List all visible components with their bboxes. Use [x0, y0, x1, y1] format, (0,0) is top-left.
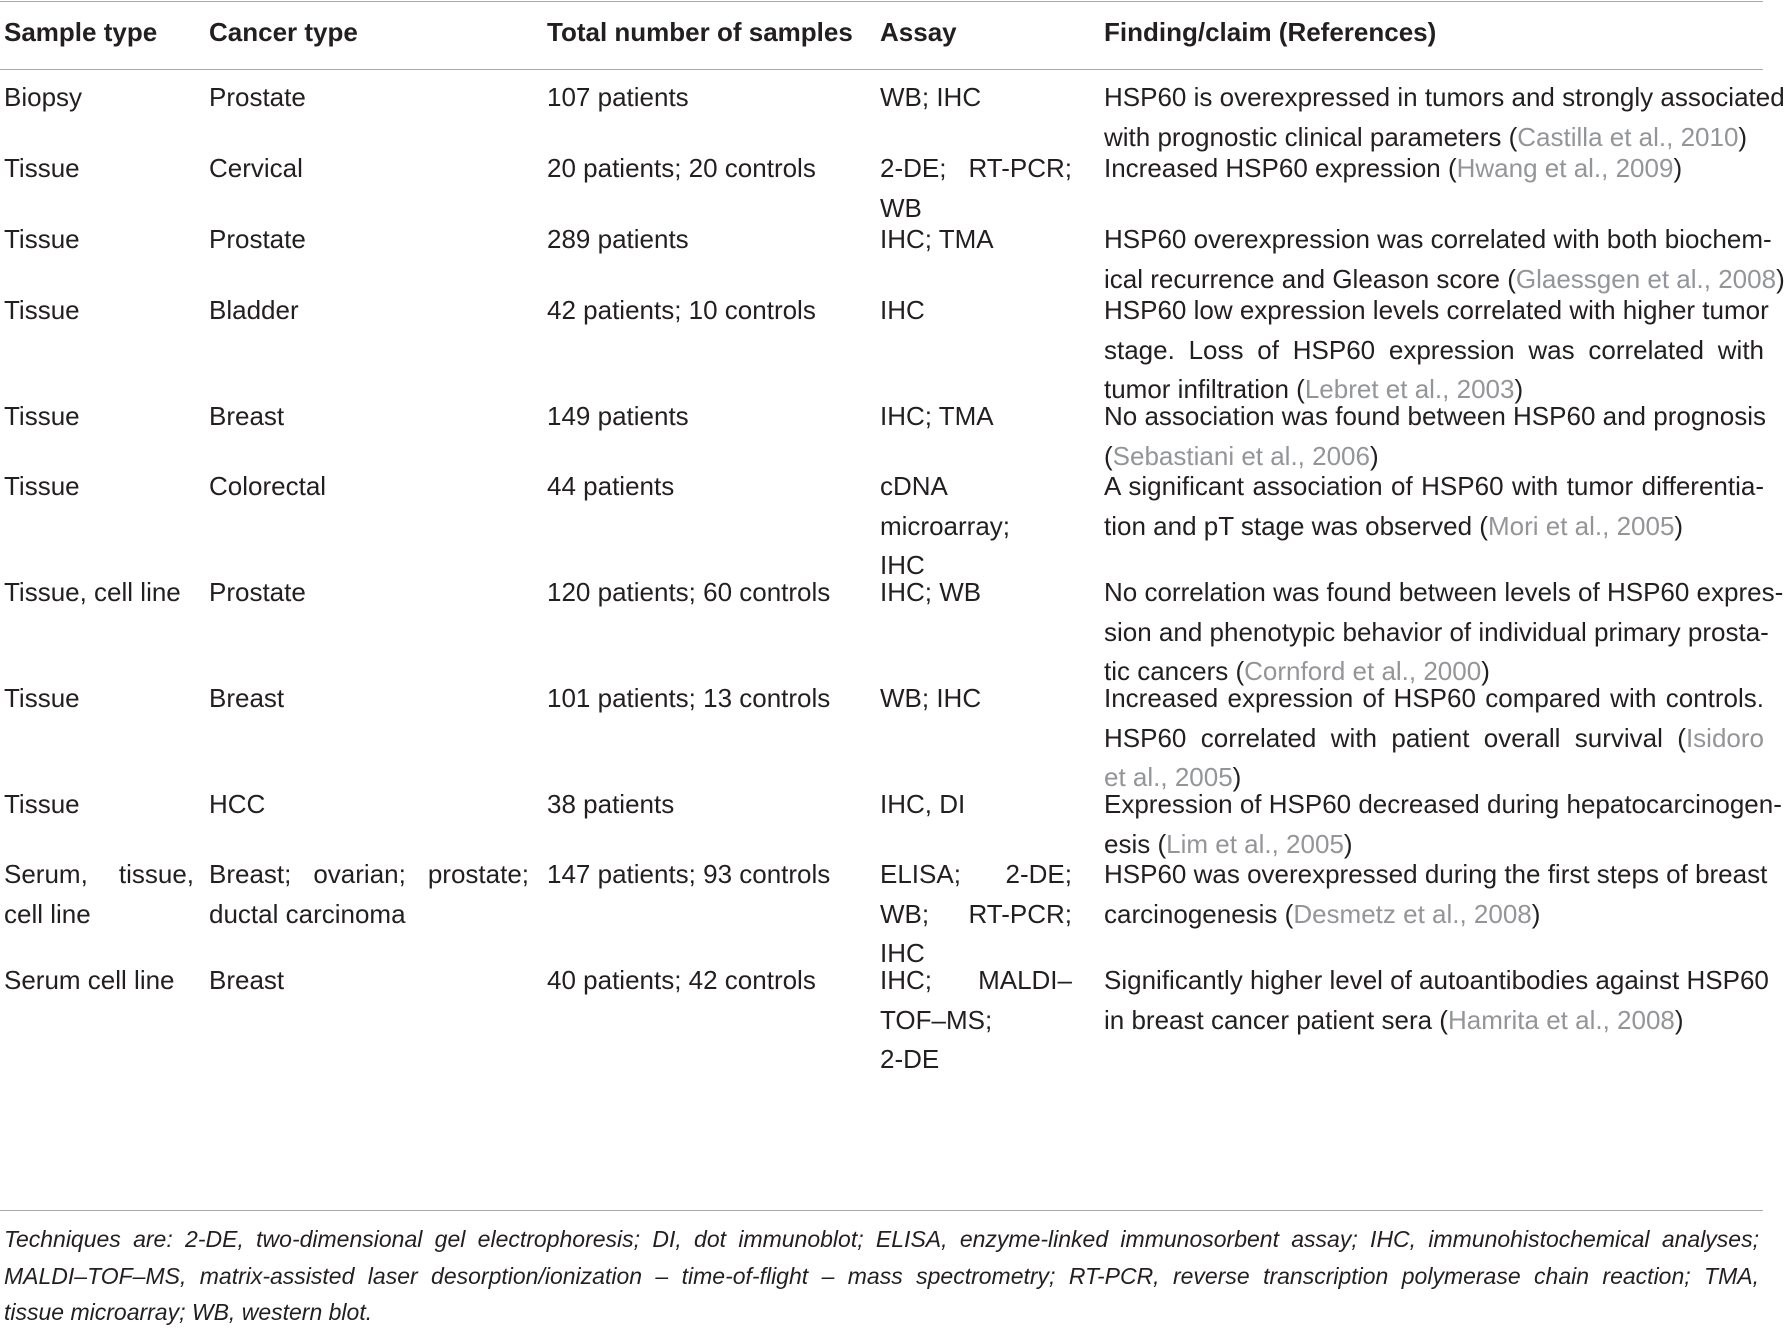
cell-sample-type: [4, 467, 194, 507]
cell-line: Tissue, cell line: [4, 577, 181, 607]
cell-line: Tissue: [4, 683, 80, 713]
cell-line: Bladder: [209, 295, 299, 325]
finding-text: Expression of HSP60 decreased during hepatocarcinogen-: [1104, 789, 1782, 819]
reference-citation: Isidoro: [1685, 722, 1764, 753]
cell-cancer-type: [209, 467, 529, 507]
cell-cancer-type: [209, 855, 529, 934]
cell-cancer-type: [209, 78, 529, 118]
cell-line: IHC; WB: [880, 577, 982, 607]
header-total-samples: Total number of samples: [547, 17, 853, 47]
cell-line: IHC: [880, 938, 925, 968]
cell-sample-type: [4, 291, 194, 331]
table-header-rule: [0, 69, 1763, 70]
cell-line: Tissue: [4, 153, 80, 183]
finding-line: [1104, 507, 1764, 547]
finding-text: carcinogenesis (: [1104, 898, 1294, 929]
finding-text: ): [1369, 440, 1379, 471]
finding-text: ): [1481, 656, 1490, 686]
cell-total-samples: 38 patients: [547, 789, 675, 819]
cell-total-samples: 42 patients; 10 controls: [547, 295, 816, 325]
cell-total-samples: 147 patients; 93 controls: [547, 859, 831, 889]
cell-line: Tissue: [4, 295, 80, 325]
finding-text: sion and phenotypic behavior of individual primary prosta-: [1104, 616, 1769, 647]
cell-cancer-type: [209, 961, 529, 1001]
cell-sample-type: [4, 573, 194, 613]
finding-line: [1104, 785, 1782, 825]
finding-text: with prognostic clinical parameters (: [1104, 121, 1518, 152]
cell-assay: [880, 397, 1072, 437]
header-assay: Assay: [880, 17, 957, 47]
cell-line: Colorectal: [209, 471, 327, 501]
finding-text: ical recurrence and Gleason score (: [1104, 263, 1516, 294]
cell-total-samples: 120 patients; 60 controls: [547, 577, 831, 607]
reference-citation: Sebastiani et al., 2006: [1112, 440, 1370, 471]
cell-line: IHC; MALDI–: [880, 965, 1072, 995]
finding-text: HSP60 was overexpressed during the first steps of breast: [1104, 859, 1768, 889]
cell-assay: [880, 78, 1072, 118]
cell-line: Tissue: [4, 401, 80, 431]
cell-line: Tissue: [4, 789, 80, 819]
finding-line: [1104, 397, 1764, 437]
cell-finding: [1104, 149, 1764, 189]
cell-finding: [1104, 291, 1769, 410]
finding-text: Increased HSP60 expression (: [1104, 153, 1457, 183]
cell-sample-type: [4, 149, 194, 189]
cell-line: ductal carcinoma: [209, 898, 406, 929]
finding-line: [1104, 573, 1784, 613]
header-cancer-type: Cancer type: [209, 17, 358, 47]
reference-citation: Desmetz et al., 2008: [1293, 898, 1532, 929]
finding-text: tic cancers (: [1104, 656, 1245, 686]
reference-citation: Castilla et al., 2010: [1517, 121, 1739, 152]
finding-text: ): [1776, 263, 1785, 294]
cell-assay: [880, 679, 1072, 719]
cell-line: Breast: [209, 683, 285, 713]
finding-line: [1104, 1001, 1764, 1041]
finding-text: Increased expression of HSP60 compared with controls.: [1104, 683, 1764, 713]
finding-text: A significant association of HSP60 with tumor differentia-: [1104, 471, 1764, 501]
finding-text: HSP60 overexpression was correlated with both biochem-: [1104, 224, 1772, 254]
cell-sample-type: [4, 78, 194, 118]
finding-text: ): [1531, 898, 1541, 929]
finding-text: ): [1738, 121, 1748, 152]
cell-assay: [880, 220, 1072, 260]
finding-line: [1104, 895, 1764, 935]
reference-citation: Mori et al., 2005: [1487, 510, 1675, 541]
cell-finding: [1104, 573, 1784, 692]
finding-line: [1104, 855, 1768, 895]
finding-text: (: [1104, 440, 1113, 471]
finding-text: No correlation was found between levels of HSP60 expres-: [1104, 577, 1784, 607]
finding-text: Significantly higher level of autoantibodies against HSP60: [1104, 965, 1769, 995]
cell-line: Breast; ovarian; prostate;: [209, 859, 529, 889]
cell-line: cell line: [4, 898, 91, 929]
finding-text: ): [1673, 153, 1683, 183]
cell-line: Breast: [209, 401, 285, 431]
cell-line: ELISA; 2-DE;: [880, 859, 1072, 889]
finding-line: [1104, 467, 1764, 507]
cell-sample-type: [4, 961, 194, 1001]
cell-finding: [1104, 397, 1764, 476]
finding-line: [1104, 679, 1764, 719]
cell-line: Serum cell line: [4, 965, 175, 995]
cell-total-samples: 149 patients: [547, 401, 689, 431]
cell-cancer-type: [209, 785, 529, 825]
finding-text: HSP60 is overexpressed in tumors and strongly associated: [1104, 82, 1785, 112]
cell-assay: [880, 149, 1072, 228]
cell-line: TOF–MS;: [880, 1004, 993, 1035]
finding-text: tumor infiltration (: [1104, 374, 1305, 404]
cell-line: Tissue: [4, 224, 80, 254]
cell-line: IHC: [880, 550, 925, 580]
cell-line: Biopsy: [4, 82, 83, 112]
cell-sample-type: [4, 397, 194, 437]
cell-line: IHC: [880, 295, 925, 325]
reference-citation: Glaessgen et al., 2008: [1515, 263, 1777, 294]
finding-text: ): [1232, 762, 1242, 792]
cell-sample-type: [4, 855, 194, 934]
cell-finding: [1104, 78, 1785, 157]
finding-text: tion and pT stage was observed (: [1104, 510, 1488, 541]
header-sample-type: Sample type: [4, 17, 158, 47]
reference-citation: Cornford et al., 2000: [1244, 656, 1482, 686]
cell-line: Tissue: [4, 471, 80, 501]
reference-citation: Lim et al., 2005: [1166, 828, 1344, 859]
cell-line: WB; RT-PCR;: [880, 898, 1072, 929]
finding-text: ): [1514, 374, 1524, 404]
cell-cancer-type: [209, 679, 529, 719]
cell-cancer-type: [209, 573, 529, 613]
cell-line: IHC; TMA: [880, 401, 994, 431]
cell-line: 2-DE: [880, 1044, 940, 1074]
cell-line: IHC; TMA: [880, 224, 994, 254]
finding-line: [1104, 331, 1764, 371]
cell-assay: [880, 291, 1072, 331]
cell-total-samples: 44 patients: [547, 471, 675, 501]
finding-text: HSP60 correlated with patient overall survival (: [1104, 722, 1686, 753]
reference-citation: Hwang et al., 2009: [1456, 153, 1674, 183]
cell-assay: [880, 961, 1072, 1080]
cell-line: Serum, tissue,: [4, 859, 194, 889]
cell-line: Prostate: [209, 224, 306, 254]
cell-line: cDNA: [880, 471, 948, 501]
cell-total-samples: 107 patients: [547, 82, 689, 112]
cell-sample-type: [4, 220, 194, 260]
cell-cancer-type: [209, 291, 529, 331]
cell-line: WB; IHC: [880, 82, 982, 112]
cell-assay: [880, 467, 1072, 586]
cell-assay: [880, 855, 1072, 974]
cell-finding: [1104, 467, 1764, 546]
cell-cancer-type: [209, 149, 529, 189]
cell-total-samples: 20 patients; 20 controls: [547, 153, 816, 183]
finding-text: esis (: [1104, 828, 1167, 859]
cell-cancer-type: [209, 397, 529, 437]
footnote-line: MALDI–TOF–MS, matrix-assisted laser desorption/ionization – time-of-flight – mass spectrometry; RT-PCR, reverse transcription polymerase chain reaction; TMA,: [4, 1262, 1759, 1289]
cell-line: Cervical: [209, 153, 303, 183]
reference-citation: Hamrita et al., 2008: [1447, 1004, 1675, 1035]
cell-finding: [1104, 679, 1764, 798]
cell-cancer-type: [209, 220, 529, 260]
finding-line: [1104, 719, 1764, 759]
finding-text: ): [1674, 510, 1684, 541]
footnote-line: Techniques are: 2-DE, two-dimensional gel electrophoresis; DI, dot immunoblot; ELISA, enzyme-linked immunosorbent assay; IHC, immunohistochemical analyses;: [4, 1226, 1759, 1252]
finding-text: No association was found between HSP60 and prognosis: [1104, 401, 1766, 431]
finding-line: [1104, 220, 1772, 260]
footnote-line: tissue microarray; WB, western blot.: [4, 1299, 373, 1325]
reference-citation: et al., 2005: [1104, 762, 1233, 792]
cell-finding: [1104, 220, 1785, 299]
cell-assay: [880, 573, 1072, 613]
finding-text: in breast cancer patient sera (: [1104, 1004, 1448, 1035]
cell-finding: [1104, 855, 1768, 934]
cell-total-samples: 40 patients; 42 controls: [547, 965, 816, 995]
finding-line: [1104, 291, 1769, 331]
cell-total-samples: 101 patients; 13 controls: [547, 683, 831, 713]
table-top-rule: [0, 1, 1763, 2]
table-footnote: [4, 1221, 1759, 1331]
cell-line: 2-DE; RT-PCR;: [880, 153, 1072, 183]
finding-text: stage. Loss of HSP60 expression was correlated with: [1104, 334, 1764, 365]
cell-line: Prostate: [209, 82, 306, 112]
cell-line: Breast: [209, 965, 285, 995]
finding-line: [1104, 961, 1769, 1001]
cell-finding: [1104, 785, 1782, 864]
finding-text: ): [1674, 1004, 1684, 1035]
cell-sample-type: [4, 679, 194, 719]
cell-line: Prostate: [209, 577, 306, 607]
cell-line: IHC, DI: [880, 789, 966, 819]
cell-total-samples: 289 patients: [547, 224, 689, 254]
finding-text: HSP60 low expression levels correlated with higher tumor: [1104, 295, 1769, 325]
cell-assay: [880, 785, 1072, 825]
cell-line: WB; IHC: [880, 683, 982, 713]
cell-line: WB: [880, 192, 922, 223]
finding-line: [1104, 149, 1764, 189]
finding-text: ): [1343, 828, 1353, 859]
cell-line: microarray;: [880, 510, 1011, 541]
finding-line: [1104, 78, 1785, 118]
cell-line: HCC: [209, 789, 266, 819]
cell-finding: [1104, 961, 1769, 1040]
header-finding: Finding/claim (References): [1104, 17, 1437, 47]
table-bottom-rule: [0, 1210, 1763, 1211]
finding-line: [1104, 613, 1769, 653]
cell-sample-type: [4, 785, 194, 825]
reference-citation: Lebret et al., 2003: [1304, 374, 1515, 404]
